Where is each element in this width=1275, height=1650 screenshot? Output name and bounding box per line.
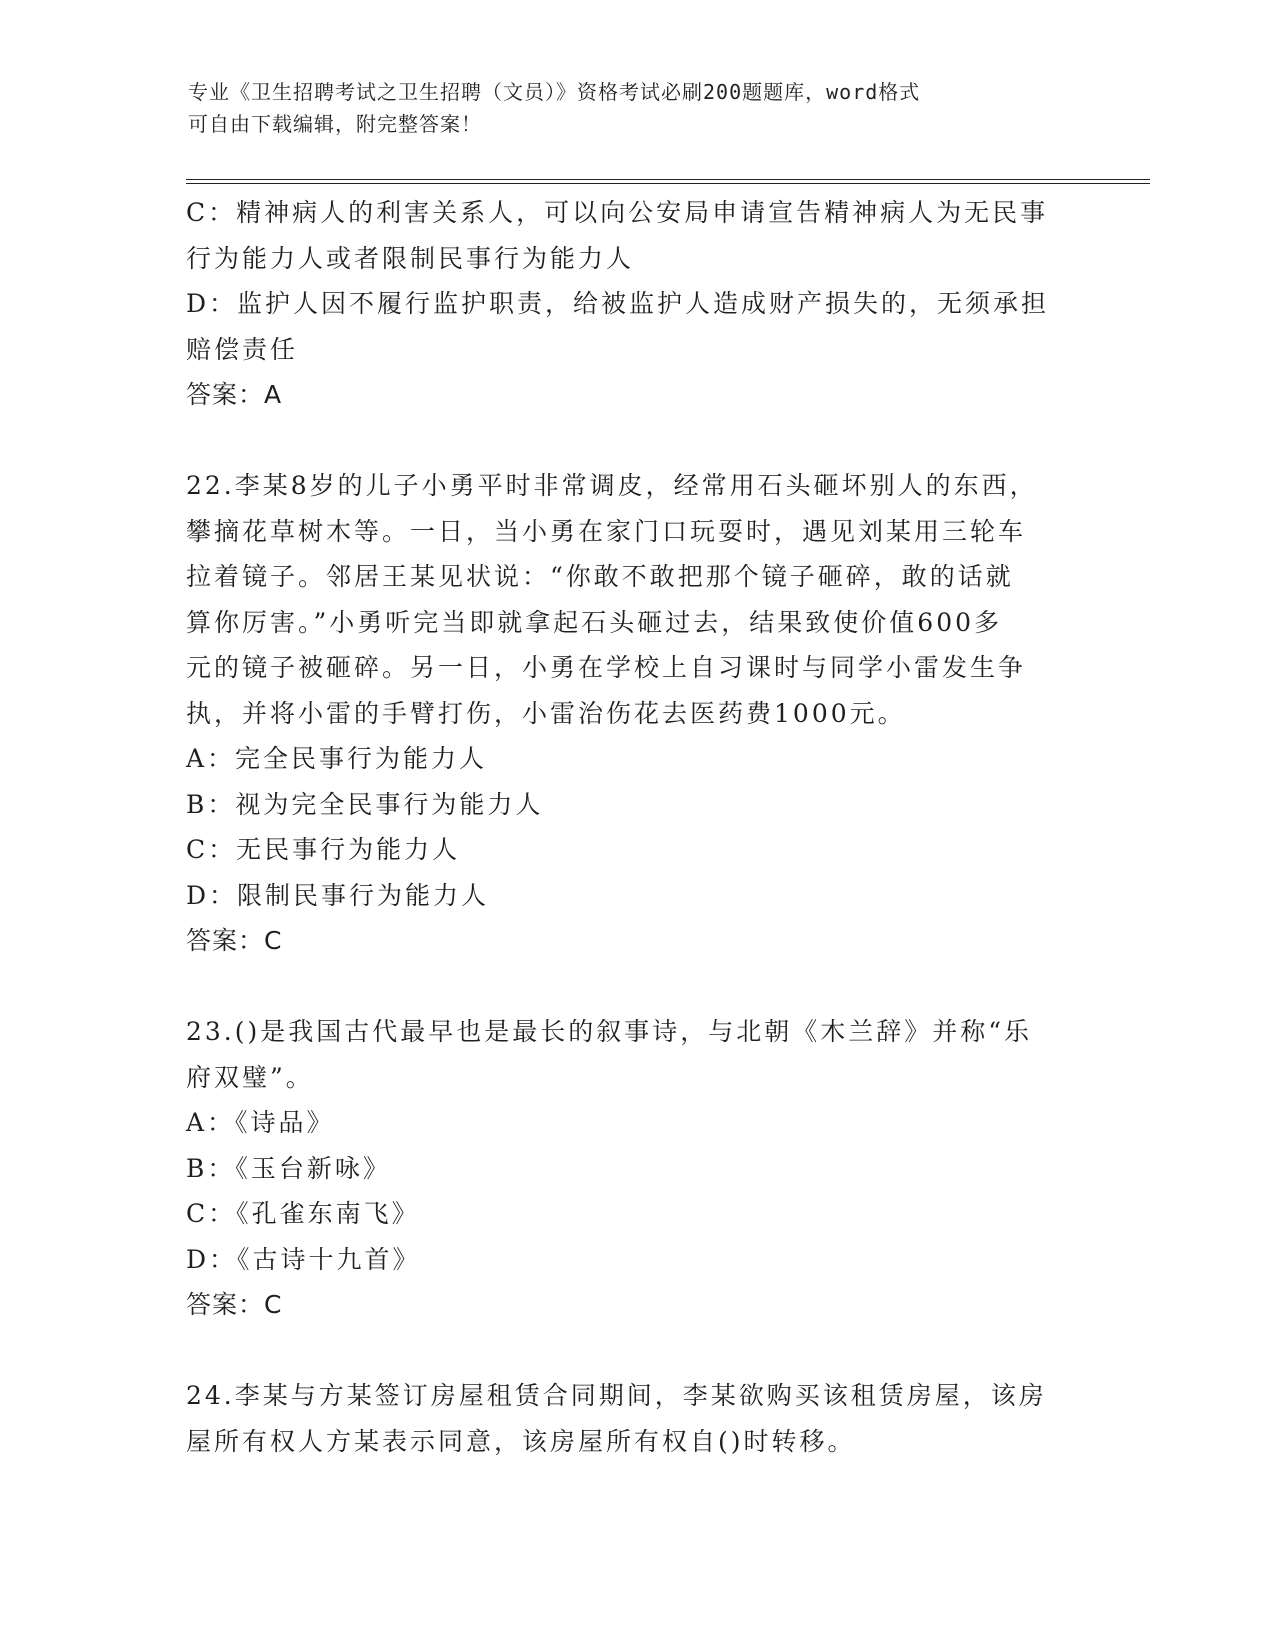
answer-line: 答案：A [186, 380, 283, 409]
text-line: C：《孔雀东南飞》 [186, 1199, 420, 1228]
text-line: A：《诗品》 [186, 1108, 335, 1137]
text-line: 府双璧”。 [186, 1062, 314, 1092]
text-line: 元的镜子被砸碎。另一日，小勇在学校上自习课时与同学小雷发生争 [186, 653, 1027, 682]
header-line-1: 专业《卫生招聘考试之卫生招聘（文员）》资格考试必刷200题题库，word格式 [188, 80, 921, 104]
text-line: 拉着镜子。邻居王某见状说：“你敢不敢把那个镜子砸碎，敢的话就 [186, 562, 1014, 591]
header-divider-top [186, 179, 1150, 180]
header-line-2: 可自由下载编辑，附完整答案！ [188, 112, 482, 136]
text-line: 执，并将小雷的手臂打伤，小雷治伤花去医药费1000元。 [186, 698, 906, 728]
text-line: 22.李某8岁的儿子小勇平时非常调皮，经常用石头砸坏别人的东西， [186, 471, 1038, 500]
answer-line: 答案：C [186, 926, 283, 955]
document-body [186, 190, 1086, 1464]
text-line: D：监护人因不履行监护职责，给被监护人造成财产损失的，无须承担 [186, 289, 1050, 318]
text-line: B：视为完全民事行为能力人 [186, 789, 544, 819]
text-line: C：精神病人的利害关系人，可以向公安局申请宣告精神病人为无民事 [186, 198, 1049, 227]
paragraph-spacer [186, 418, 1086, 464]
text-line: D：限制民事行为能力人 [186, 880, 490, 910]
text-line: B：《玉台新咏》 [186, 1153, 391, 1183]
answer-line: 答案：C [186, 1290, 283, 1319]
text-line: C：无民事行为能力人 [186, 835, 461, 864]
text-line: 行为能力人或者限制民事行为能力人 [186, 243, 635, 273]
text-line: 23.()是我国古代最早也是最长的叙事诗，与北朝《木兰辞》并称“乐 [186, 1017, 1033, 1046]
text-line: A：完全民事行为能力人 [186, 744, 488, 773]
paragraph-spacer [186, 1328, 1086, 1374]
text-line: 24.李某与方某签订房屋租赁合同期间，李某欲购买该租赁房屋，该房 [186, 1381, 1047, 1410]
header-divider-bottom [186, 183, 1150, 184]
text-line: 算你厉害。”小勇听完当即就拿起石头砸过去，结果致使价值600多 [186, 607, 1003, 637]
text-line: D：《古诗十九首》 [186, 1244, 421, 1274]
paragraph-spacer [186, 964, 1086, 1010]
text-line: 攀摘花草树木等。一日，当小勇在家门口玩耍时，遇见刘某用三轮车 [186, 516, 1027, 546]
text-line: 赔偿责任 [186, 334, 299, 364]
text-line: 屋所有权人方某表示同意，该房屋所有权自()时转移。 [186, 1426, 856, 1456]
document-header [188, 76, 1068, 140]
